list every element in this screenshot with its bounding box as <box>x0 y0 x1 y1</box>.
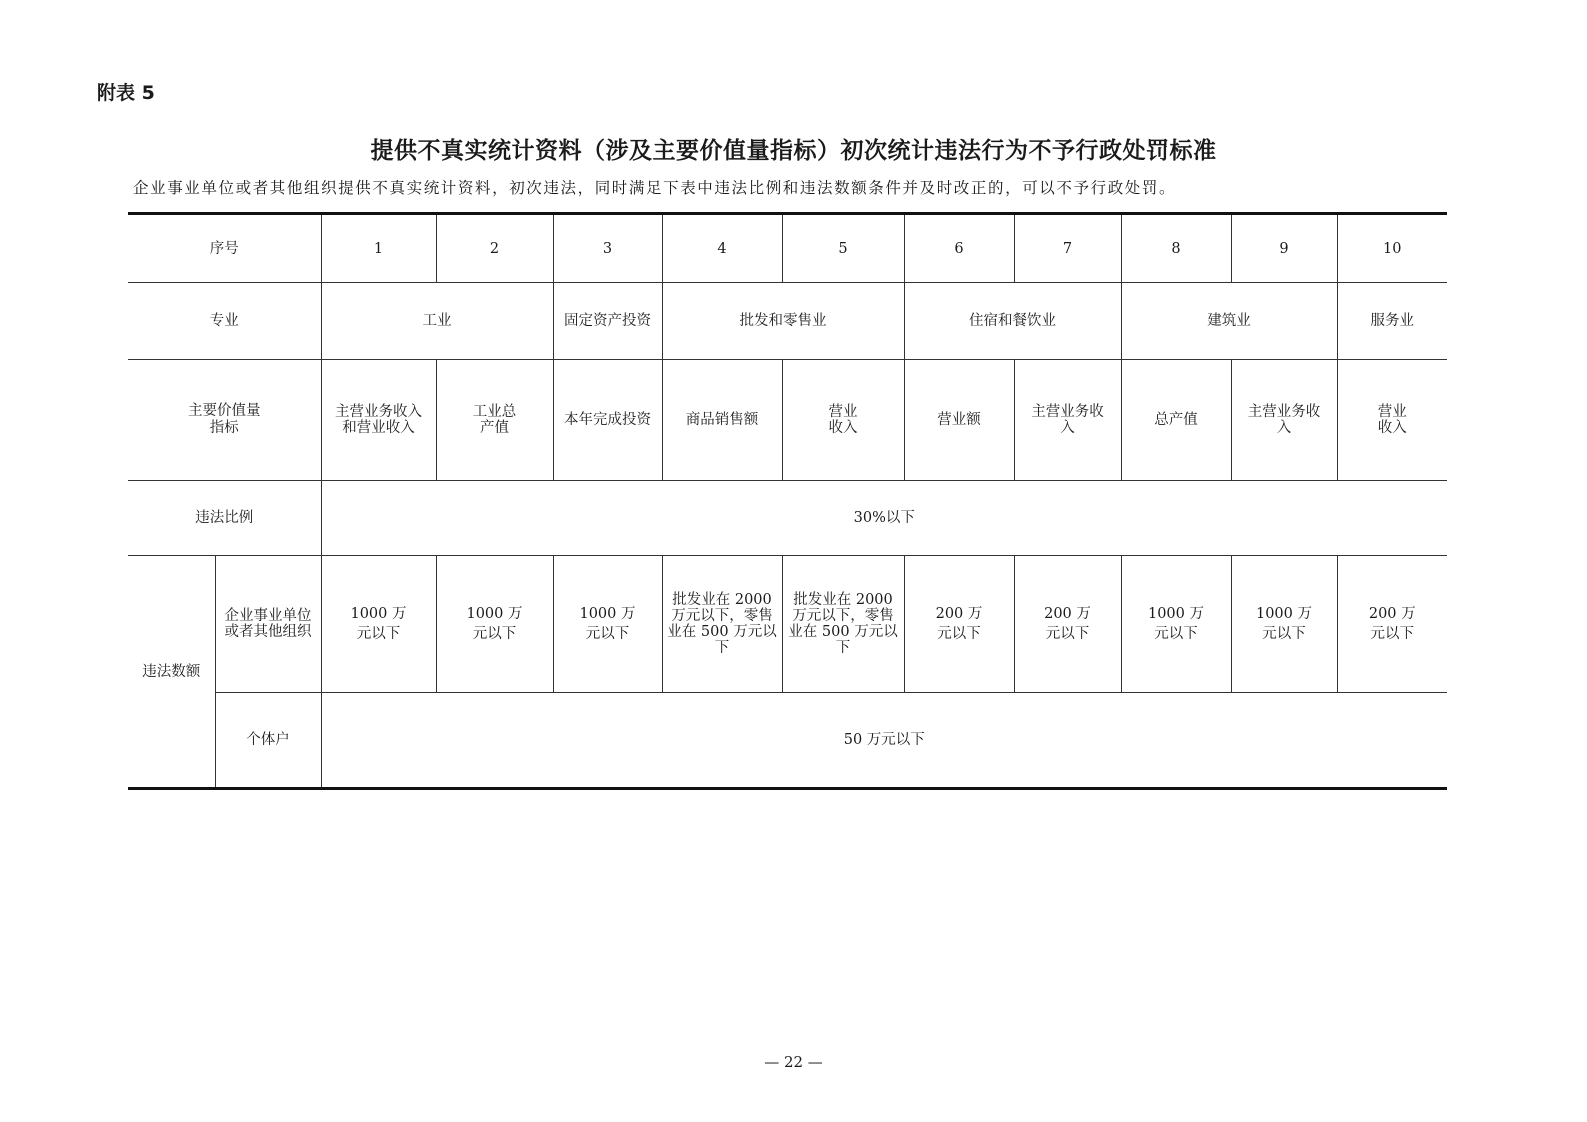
row-label-individual: 个体户 <box>215 693 321 789</box>
row-label-seq: 序号 <box>128 214 321 283</box>
indicator-cell: 商品销售额 <box>662 360 782 481</box>
seq-cell: 8 <box>1121 214 1231 283</box>
annex-label: 附表 5 <box>97 82 155 104</box>
org-amount-cell: 批发业在 2000 万元以下，零售业在 500 万元以下 <box>662 556 782 693</box>
row-label-sector: 专业 <box>128 283 321 360</box>
org-amount-cell: 1000 万元以下 <box>321 556 436 693</box>
seq-cell: 6 <box>904 214 1014 283</box>
org-amount-cell: 批发业在 2000 万元以下，零售业在 500 万元以下 <box>782 556 904 693</box>
table-row-ratio <box>128 481 1447 556</box>
indicator-cell: 主营业务收入和营业收入 <box>321 360 436 481</box>
table-row-sector <box>128 283 1447 360</box>
sector-cell: 服务业 <box>1337 283 1447 360</box>
indicator-cell: 主营业务收入 <box>1231 360 1337 481</box>
table-row-indicator <box>128 360 1447 481</box>
org-amount-cell: 1000 万元以下 <box>553 556 662 693</box>
indicator-cell: 营业收入 <box>1337 360 1447 481</box>
individual-amount-value: 50 万元以下 <box>321 693 1447 789</box>
seq-cell: 4 <box>662 214 782 283</box>
seq-cell: 2 <box>436 214 553 283</box>
indicator-cell: 本年完成投资 <box>553 360 662 481</box>
seq-cell: 3 <box>553 214 662 283</box>
org-amount-cell: 200 万元以下 <box>1014 556 1121 693</box>
org-amount-cell: 200 万元以下 <box>904 556 1014 693</box>
org-amount-cell: 1000 万元以下 <box>436 556 553 693</box>
indicator-cell: 主营业务收入 <box>1014 360 1121 481</box>
seq-cell: 9 <box>1231 214 1337 283</box>
seq-cell: 5 <box>782 214 904 283</box>
table-row-individual-amount <box>128 693 1447 789</box>
indicator-cell: 营业收入 <box>782 360 904 481</box>
sector-cell: 建筑业 <box>1121 283 1337 360</box>
seq-cell: 1 <box>321 214 436 283</box>
sector-cell: 批发和零售业 <box>662 283 904 360</box>
row-label-org: 企业事业单位或者其他组织 <box>215 556 321 693</box>
sector-cell: 工业 <box>321 283 553 360</box>
table-row-seq <box>128 214 1447 283</box>
sector-cell: 固定资产投资 <box>553 283 662 360</box>
org-amount-cell: 200 万元以下 <box>1337 556 1447 693</box>
indicator-cell: 总产值 <box>1121 360 1231 481</box>
row-label-indicator: 主要价值量指标 <box>128 360 321 481</box>
intro-text: 企业事业单位或者其他组织提供不真实统计资料，初次违法，同时满足下表中违法比例和违法数额条件并及时改正的，可以不予行政处罚。 <box>133 179 1177 197</box>
seq-cell: 7 <box>1014 214 1121 283</box>
row-label-amount: 违法数额 <box>128 556 215 789</box>
penalty-standard-table <box>128 212 1447 790</box>
sector-cell: 住宿和餐饮业 <box>904 283 1121 360</box>
indicator-cell: 营业额 <box>904 360 1014 481</box>
indicator-cell: 工业总产值 <box>436 360 553 481</box>
org-amount-cell: 1000 万元以下 <box>1121 556 1231 693</box>
table-row-org-amount <box>128 556 1447 693</box>
seq-cell: 10 <box>1337 214 1447 283</box>
org-amount-cell: 1000 万元以下 <box>1231 556 1337 693</box>
ratio-value: 30%以下 <box>321 481 1447 556</box>
page-number: — 22 — <box>764 1053 823 1071</box>
row-label-ratio: 违法比例 <box>128 481 321 556</box>
document-title: 提供不真实统计资料（涉及主要价值量指标）初次统计违法行为不予行政处罚标准 <box>370 137 1217 164</box>
